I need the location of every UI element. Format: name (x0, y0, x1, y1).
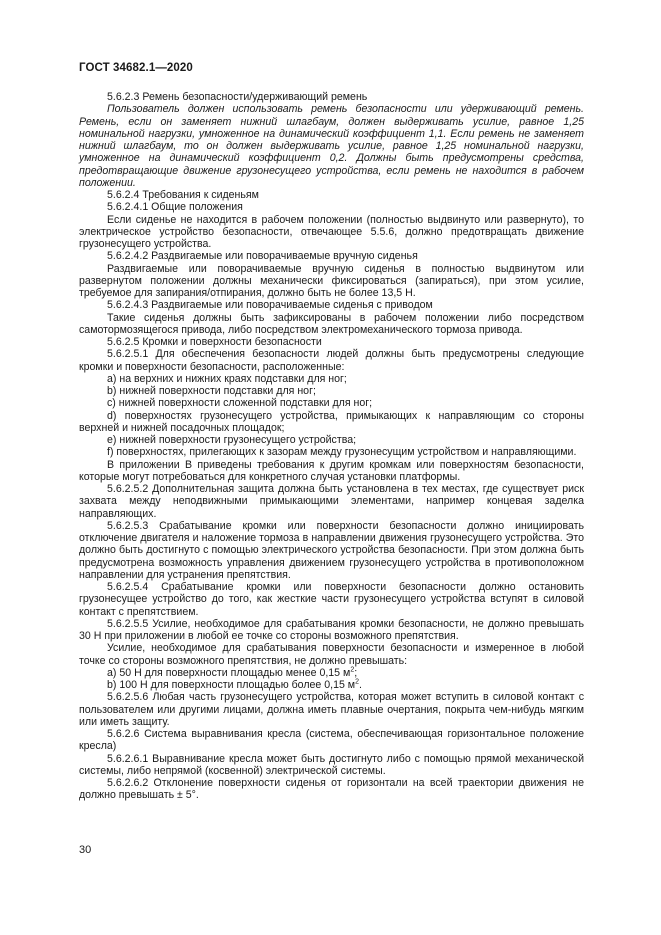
standard-header: ГОСТ 34682.1—2020 (79, 62, 193, 74)
paragraph: 5.6.2.5.6 Любая часть грузонесущего устройства, которая может вступить в силовой контакт с пользователем или другими лицами, должна иметь плавные очертания, покрыта чем-нибудь мягким или иметь защиту. (79, 691, 584, 728)
superscript: 2 (350, 666, 355, 674)
list-item-tail: . (358, 679, 362, 691)
paragraph: 5.6.2.5.1 Для обеспечения безопасности людей должны быть предусмотрены следующие кромки и поверхности безопасности, расположенные: (79, 348, 584, 373)
paragraph: 5.6.2.4.2 Раздвигаемые или поворачиваемые вручную сиденья (107, 250, 418, 263)
paragraph: 5.6.2.5.5 Усилие, необходимое для срабатывания кромки безопасности, не должно превышать 30 Н при приложении в любой ее точке со стороны возможного препятствия. (79, 617, 584, 642)
list-item-text: a) 50 Н для поверхности площадью менее 0,15 м (107, 666, 351, 679)
list-item-text: b) 100 Н для поверхности площадью более 0,15 м (107, 679, 356, 691)
paragraph: 5.6.2.4.1 Общие положения (107, 201, 243, 214)
list-item: c) нижней поверхности сложенной подставки для ног; (107, 397, 373, 410)
paragraph: В приложении В приведены требования к другим кромкам или поверхностям безопасности, которые могут потребоваться для конкретного случая установки платформы. (79, 458, 584, 483)
paragraph: 5.6.2.3 Ремень безопасности/удерживающий ремень (107, 91, 368, 103)
list-item (79, 667, 584, 679)
paragraph: 5.6.2.5.2 Дополнительная защита должна быть установлена в тех местах, где существует риск захвата между неподвижными примыкающими элементами, например концевая заделка направляющих. (79, 483, 584, 520)
paragraph: 5.6.2.6.1 Выравнивание кресла может быть достигнуто либо с помощью прямой механической системы, либо непрямой (косвенной) электрической системы. (79, 752, 584, 777)
paragraph: 5.6.2.6 Система выравнивания кресла (система, обеспечивающая горизонтальное положение кресла) (79, 728, 584, 753)
superscript: 2 (355, 678, 359, 686)
list-item: b) нижней поверхности подставки для ног; (107, 385, 316, 397)
list-item: e) нижней поверхности грузонесущего устройства; (107, 434, 357, 446)
paragraph-italic: Пользователь должен использовать ремень безопасности или удерживающий ремень. Ремень, если он заменяет нижний шлагбаум, должен выдерживать усилие, равное 1,25 номинальной нагрузки, умноженное на динамический коэффициент 1,1. Если ремень не заменяет нижний шлагбаум, то он должен выдерживать усилие, равное 1,25 номинальной нагрузки, умноженное на динамический коэффициент 0,2. Должны быть предусмотрены средства, предотвращающие движение грузонесущего устройства, если ремень не находится в рабочем положении. (79, 103, 584, 189)
paragraph: Если сиденье не находится в рабочем положении (полностью выдвинуто или развернуто), то электрическое устройство безопасности, отвечающее 5.5.6, должно предотвращать движение грузонесущего устройства. (79, 213, 584, 250)
paragraph: 5.6.2.6.2 Отклонение поверхности сиденья от горизонтали на всей траектории движения не должно превышать ± 5°. (79, 777, 584, 802)
paragraph: 5.6.2.5.3 Срабатывание кромки или поверхности безопасности должно инициировать отключение двигателя и наложение тормоза в направлении движения грузонесущего устройства. Это должно быть достигнуто с помощью электрического устройства безопасности. При этом должна быть предусмотрена возможность управления движением грузонесущего устройства в противоположном направлении для устранения препятствия. (79, 519, 584, 581)
list-item: a) на верхних и нижних краях подставки для ног; (107, 372, 347, 385)
paragraph: 5.6.2.5 Кромки и поверхности безопасности (107, 336, 322, 348)
paragraph: Раздвигаемые или поворачиваемые вручную сиденья в полностью выдвинутом или развернутом положении должны механически фиксироваться (запираться), при этом усилие, требуемое для запирания/отпирания, должно быть не более 13,5 Н. (79, 262, 584, 299)
paragraph: 5.6.2.4 Требования к сиденьям (107, 189, 259, 201)
list-item-tail: ; (354, 666, 358, 679)
paragraph: Такие сиденья должны быть зафиксированы в рабочем положении либо посредством самотормозящегося привода, либо посредством электромеханического тормоза привода. (79, 311, 584, 336)
list-item (79, 679, 584, 691)
list-item: d) поверхностях грузонесущего устройства, примыкающих к направляющим со стороны верхней и нижней посадочных площадок; (79, 409, 584, 434)
document-body (79, 91, 584, 802)
list-item: f) поверхностях, прилегающих к зазорам между грузонесущим устройством и направляющими. (107, 446, 577, 459)
paragraph: 5.6.2.5.4 Срабатывание кромки или поверхности безопасности должно остановить грузонесущее устройство до того, как жесткие части грузонесущего устройства вступят в силовой контакт с препятствием. (79, 581, 584, 618)
paragraph: Усилие, необходимое для срабатывания поверхности безопасности и измеренное в любой точке со стороны возможного препятствия, не должно превышать: (79, 642, 584, 667)
paragraph: 5.6.2.4.3 Раздвигаемые или поворачиваемые сиденья с приводом (107, 299, 433, 312)
page-number: 30 (79, 844, 92, 856)
